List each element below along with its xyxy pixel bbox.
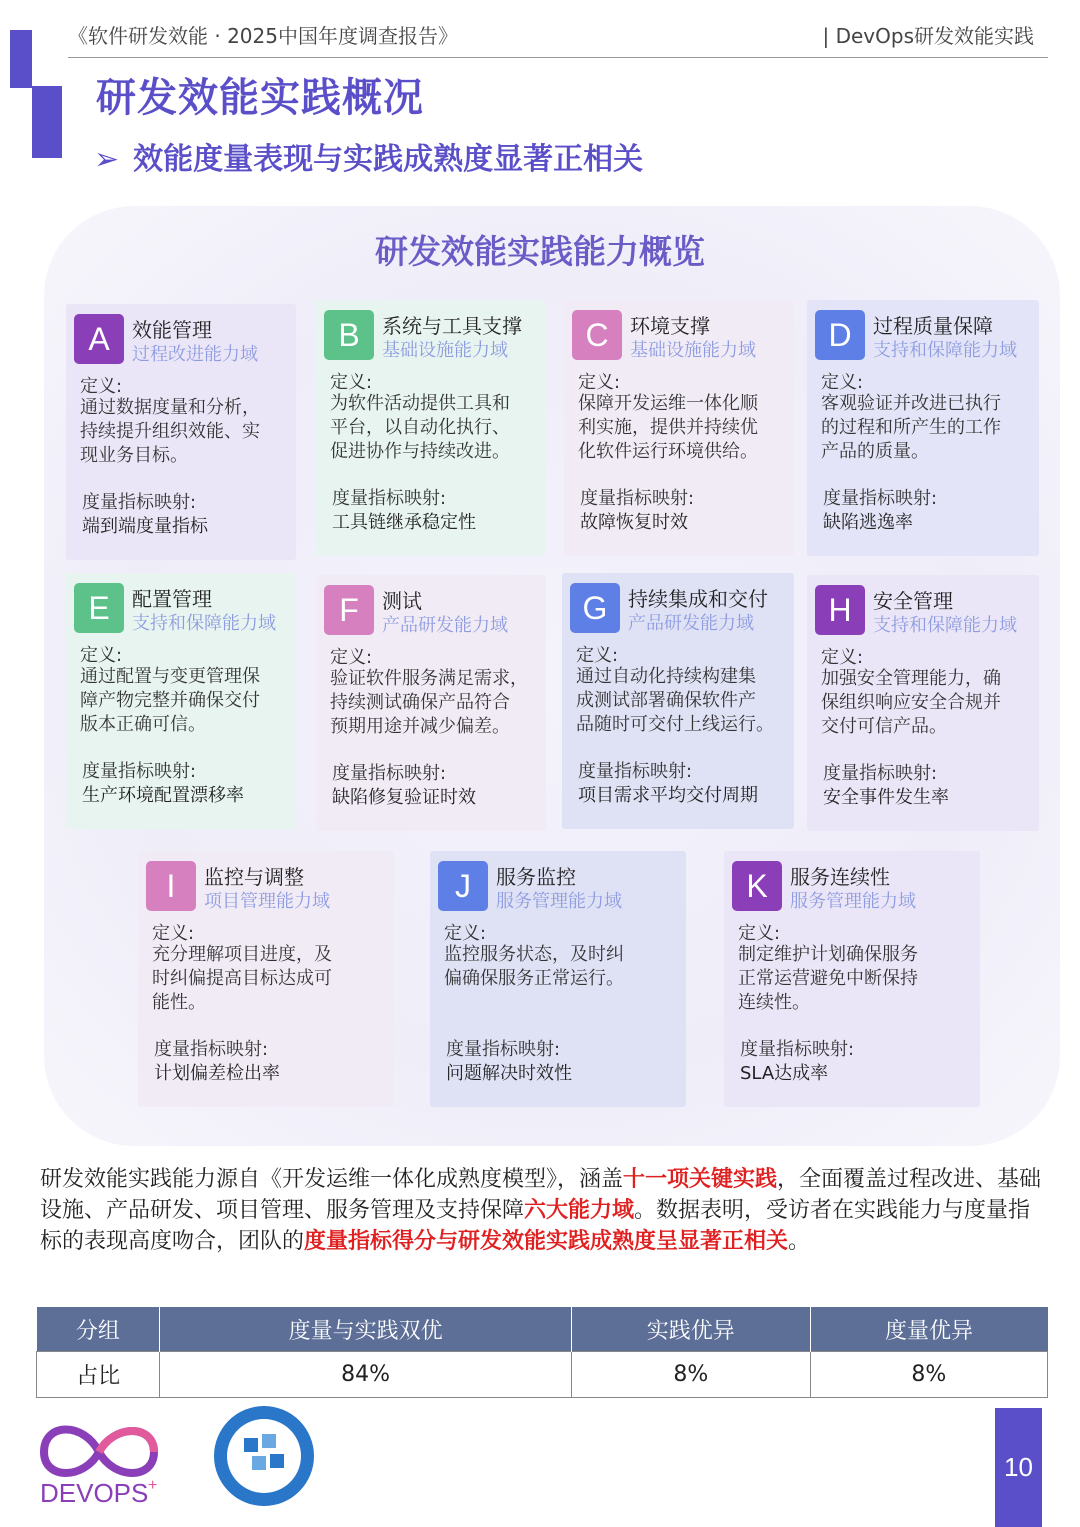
card-metric: 项目需求平均交付周期 [578,785,758,806]
card-metric: 计划偏差检出率 [154,1063,280,1084]
decor-bar-bottom [32,86,62,158]
definition-label: 定义: [578,372,621,393]
card-domain: 基础设施能力域 [630,340,756,361]
stats-table [36,1307,1048,1398]
card-definition: 监控服务状态，及时纠 偏确保服务正常运行。 [444,944,624,989]
page-subtitle [94,134,643,178]
definition-label: 定义: [330,372,373,393]
definition-label: 定义: [80,376,123,397]
practice-card [66,304,296,560]
card-letter-badge: D [815,310,865,360]
card-title: 持续集成和交付 [628,587,768,611]
card-title: 效能管理 [132,318,212,342]
card-title: 环境支撑 [630,314,710,338]
card-definition: 客观验证并改进已执行 的过程和所产生的工作 产品的质量。 [821,393,1001,462]
practice-card [562,573,794,829]
para-text-1: 研发效能实践能力源自《开发运维一体化成熟度模型》，涵盖 [40,1167,624,1192]
card-domain: 基础设施能力域 [382,340,508,361]
definition-label: 定义: [152,923,195,944]
card-definition: 验证软件服务满足需求， 持续测试确保产品符合 预期用途并减少偏差。 [330,668,528,737]
card-letter-badge: G [570,583,620,633]
page-number: 10 [995,1408,1042,1527]
card-domain: 服务管理能力域 [790,891,916,912]
card-metric: 工具链继承稳定性 [332,512,476,533]
svg-text:+: + [148,1477,158,1494]
card-title: 过程质量保障 [873,314,993,338]
metric-label: 度量指标映射: [446,1039,561,1060]
table-header-row [37,1307,1048,1352]
header-divider [68,57,1048,58]
section-label: | DevOps研发效能实践 [822,24,1034,48]
card-domain: 支持和保障能力域 [132,613,276,634]
panel-title: 研发效能实践能力概览 [375,232,705,271]
seal-icon [212,1404,316,1508]
metric-label: 度量指标映射: [332,488,447,509]
devops-logo [36,1414,162,1514]
card-definition: 加强安全管理能力，确 保组织响应安全合规并 交付可信产品。 [821,668,1001,737]
definition-label: 定义: [576,645,619,666]
card-definition: 通过配置与变更管理保 障产物完整并确保交付 版本正确可信。 [80,666,260,735]
metric-label: 度量指标映射: [82,761,197,782]
table-header: 度量优异 [810,1307,1047,1352]
seal-logo [212,1404,316,1508]
para-text-4: 。 [788,1229,811,1254]
arrow-bullet-icon: ➢ [94,142,120,177]
card-domain: 支持和保障能力域 [873,340,1017,361]
infinity-icon [36,1414,162,1514]
card-metric: 缺陷逃逸率 [823,512,913,533]
table-cell: 占比 [37,1352,160,1398]
card-letter-badge: C [572,310,622,360]
practice-card [807,575,1039,831]
table-header: 实践优异 [571,1307,810,1352]
card-metric: SLA达成率 [740,1063,829,1084]
card-title: 服务连续性 [790,865,890,889]
card-domain: 过程改进能力域 [132,344,258,365]
card-letter-badge: A [74,314,124,364]
para-highlight-1: 十一项关键实践 [623,1167,778,1192]
practice-card [807,300,1039,556]
table-cell: 8% [571,1352,810,1398]
summary-paragraph [40,1164,1050,1257]
card-domain: 服务管理能力域 [496,891,622,912]
definition-label: 定义: [821,372,864,393]
card-domain: 产品研发能力域 [382,615,508,636]
definition-label: 定义: [80,645,123,666]
card-letter-badge: J [438,861,488,911]
practice-card [564,300,794,556]
metric-label: 度量指标映射: [578,761,693,782]
card-definition: 充分理解项目进度，及 时纠偏提高目标达成可 能性。 [152,944,332,1013]
table-cell: 84% [160,1352,572,1398]
definition-label: 定义: [330,647,373,668]
card-title: 系统与工具支撑 [382,314,522,338]
card-title: 服务监控 [496,865,576,889]
card-letter-badge: E [74,583,124,633]
table-cell: 8% [810,1352,1047,1398]
card-definition: 通过自动化持续构建集 成测试部署确保软件产 品随时可交付上线运行。 [576,666,774,735]
card-domain: 项目管理能力域 [204,891,330,912]
metric-label: 度量指标映射: [823,763,938,784]
para-highlight-3: 度量指标得分与研发效能实践成熟度呈显著正相关 [304,1229,789,1254]
page-title: 研发效能实践概况 [96,75,424,121]
card-definition: 通过数据度量和分析， 持续提升组织效能、实 现业务目标。 [80,397,260,466]
para-text-3: 。数据表明，受访者在实践能力与度量指标的表现高度吻合，团队的 [40,1198,1031,1254]
decor-bar-top [10,30,32,88]
table-row [37,1352,1048,1398]
card-letter-badge: I [146,861,196,911]
practice-card [724,851,980,1107]
subtitle-text: 效能度量表现与实践成熟度显著正相关 [133,142,644,177]
card-metric: 缺陷修复验证时效 [332,787,476,808]
card-title: 测试 [382,589,422,613]
para-highlight-2: 六大能力域 [524,1198,635,1223]
devops-logo-text: DEVOPS [40,1478,149,1508]
practice-card [316,575,546,831]
card-definition: 保障开发运维一体化顺 利实施，提供并持续优 化软件运行环境供给。 [578,393,758,462]
para-text-2: ，全面覆盖过程改进、基础设施、产品研发、项目管理、服务管理及支持保障 [40,1167,1042,1223]
card-letter-badge: F [324,585,374,635]
card-domain: 支持和保障能力域 [873,615,1017,636]
metric-label: 度量指标映射: [740,1039,855,1060]
card-metric: 故障恢复时效 [580,512,688,533]
definition-label: 定义: [821,647,864,668]
card-letter-badge: K [732,861,782,911]
report-title: 《软件研发效能 · 2025中国年度调查报告》 [68,24,458,48]
practice-card [66,573,296,829]
card-metric: 端到端度量指标 [82,516,208,537]
card-domain: 产品研发能力域 [628,613,754,634]
metric-label: 度量指标映射: [823,488,938,509]
practice-card [316,300,546,556]
metric-label: 度量指标映射: [82,492,197,513]
card-metric: 问题解决时效性 [446,1063,572,1084]
metric-label: 度量指标映射: [332,763,447,784]
card-definition: 制定维护计划确保服务 正常运营避免中断保持 连续性。 [738,944,918,1013]
card-definition: 为软件活动提供工具和 平台，以自动化执行、 促进协作与持续改进。 [330,393,510,462]
card-metric: 安全事件发生率 [823,787,949,808]
card-title: 监控与调整 [204,865,304,889]
card-title: 安全管理 [873,589,953,613]
practice-card [138,851,394,1107]
definition-label: 定义: [444,923,487,944]
metric-label: 度量指标映射: [580,488,695,509]
definition-label: 定义: [738,923,781,944]
card-metric: 生产环境配置漂移率 [82,785,244,806]
card-title: 配置管理 [132,587,212,611]
table-header: 分组 [37,1307,160,1352]
card-letter-badge: H [815,585,865,635]
practice-card [430,851,686,1107]
table-header: 度量与实践双优 [160,1307,572,1352]
card-letter-badge: B [324,310,374,360]
metric-label: 度量指标映射: [154,1039,269,1060]
